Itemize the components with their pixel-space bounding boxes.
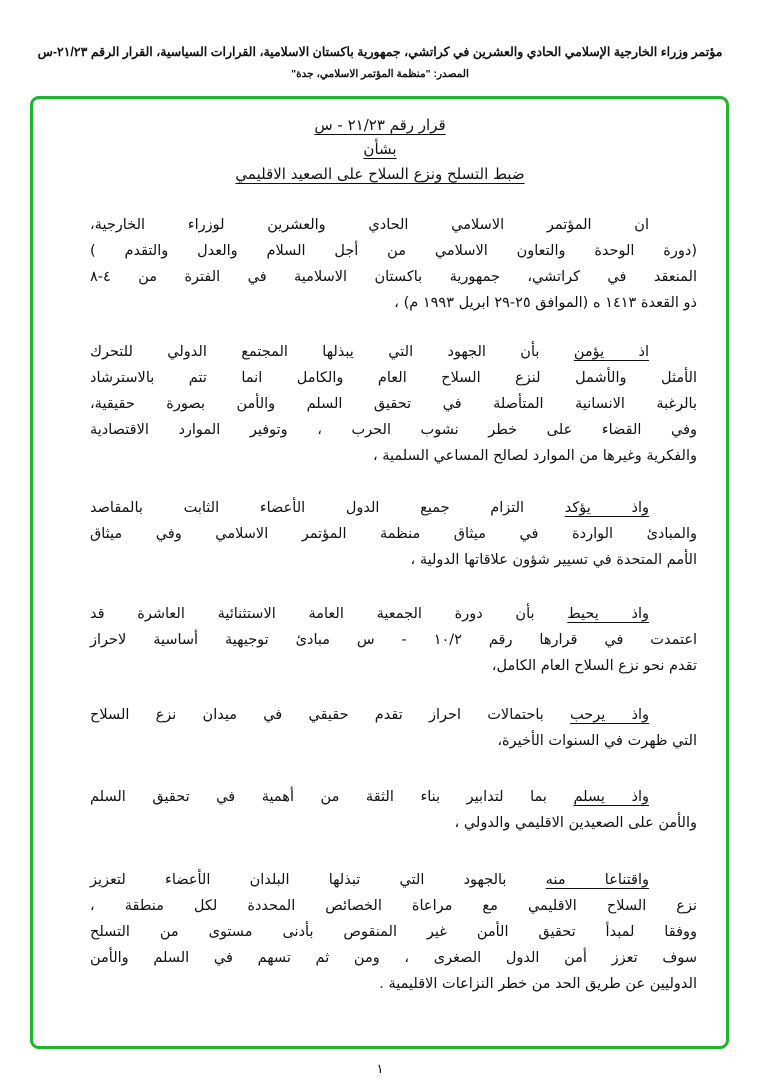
paragraph	[90, 339, 697, 469]
paragraph-line	[90, 521, 697, 547]
paragraph-line	[90, 627, 697, 653]
line-text: بالرغبة الانسانية المتأصلة في تحقيق السلم والأمن بصورة حقيقية،	[90, 396, 697, 412]
line-text: بأن دورة الجمعية العامة الاستثنائية العاشرة قد	[90, 606, 535, 622]
paragraph-line	[90, 264, 697, 290]
line-text: بأن الجهود التي يبذلها المجتمع الدولي للتحرك	[90, 344, 540, 360]
paragraph-line	[90, 919, 697, 945]
paragraph-line	[90, 212, 697, 238]
line-text: والمبادئ الواردة في ميثاق منظمة المؤتمر الاسلامي وفي ميثاق	[90, 526, 697, 542]
paragraph	[90, 495, 697, 573]
line-text: (دورة الوحدة والتعاون الاسلامي من أجل السلام والعدل والتقدم )	[90, 243, 697, 259]
line-text: والفكرية وغيرها من الموارد لصالح المساعي السلمية ،	[372, 448, 697, 464]
paragraph	[90, 867, 697, 997]
resolution-subject	[0, 165, 760, 183]
line-text: التي ظهرت في السنوات الأخيرة،	[497, 733, 697, 749]
document-source: المصدر: "منظمة المؤتمر الاسلامي، جدة"	[291, 68, 469, 80]
line-text: الأمثل والأشمل لنزع السلاح العام والكامل انما تتم بالاسترشاد	[90, 370, 697, 386]
line-text: بما لتدابير بناء الثقة من أهمية في تحقيق السلم	[90, 789, 547, 805]
paragraph-line	[90, 702, 697, 728]
paragraph-line	[90, 391, 697, 417]
paragraph-line	[90, 784, 697, 810]
line-text: نزع السلاح الاقليمي مع مراعاة الخصائص المحددة لكل منطقة ،	[90, 898, 697, 914]
paragraph-line	[90, 971, 697, 997]
line-text: المنعقد في كراتشي، جمهورية باكستان الاسلامية في الفترة من ٤-٨	[90, 269, 697, 285]
paragraph	[90, 702, 697, 754]
paragraph	[90, 212, 697, 316]
paragraph-line	[90, 945, 697, 971]
paragraph-line	[90, 893, 697, 919]
line-text: ان المؤتمر الاسلامي الحادي والعشرين لوزراء الخارجية،	[90, 217, 649, 233]
line-text: الدوليين عن طريق الحد من خطر النزاعات الاقليمية .	[379, 976, 697, 992]
paragraph-line	[90, 601, 697, 627]
paragraph-lead-phrase: واذ يؤكد	[564, 500, 650, 516]
paragraph-line	[90, 443, 697, 469]
paragraph-line	[90, 867, 697, 893]
line-text: سوف تعزز أمن الدول الصغرى ، ومن ثم تسهم في السلم والأمن	[90, 950, 697, 966]
paragraph-lead-phrase: واقتناعا منه	[545, 872, 650, 888]
line-text: تقدم نحو نزع السلاح العام الكامل،	[491, 658, 697, 674]
paragraph-line	[90, 290, 697, 316]
line-text: اعتمدت في قرارها رقم ١٠/٢ - س مبادئ توجيهية أساسية لاحراز	[90, 632, 698, 648]
subject-text: ضبط التسلح ونزع السلاح على الصعيد الاقليمي	[235, 165, 525, 183]
line-text: والأمن على الصعيدين الاقليمي والدولي ،	[454, 815, 697, 831]
resolution-number	[0, 116, 760, 134]
paragraph-lead-phrase: اذ يؤمن	[573, 344, 650, 360]
paragraph	[90, 601, 697, 679]
paragraph-line	[90, 810, 697, 836]
paragraph-line	[90, 238, 697, 264]
paragraph	[90, 784, 697, 836]
line-text: ذو القعدة ١٤١٣ ه (الموافق ٢٥-٢٩ ابريل ١٩٩٣ م) ،	[394, 295, 697, 311]
line-text: باحتمالات احراز تقدم حقيقي في ميدان نزع السلاح	[90, 707, 544, 723]
paragraph-lead-phrase: واذ يحيط	[567, 606, 649, 622]
paragraph-line	[90, 417, 697, 443]
line-text: بالجهود التي تبذلها البلدان الأعضاء لتعزيز	[90, 872, 507, 888]
paragraph-line	[90, 653, 697, 679]
line-text: التزام جميع الدول الأعضاء الثابت بالمقاصد	[90, 500, 525, 516]
paragraph-line	[90, 728, 697, 754]
paragraph-lead-phrase: واذ يرحب	[570, 707, 650, 723]
paragraph-lead-phrase: واذ يسلم	[573, 789, 649, 805]
page-number: ١	[376, 1062, 384, 1077]
resolution-number-text: قرار رقم ٢١/٢٣ - س	[314, 116, 446, 134]
regarding-text: بشأن	[363, 140, 397, 158]
paragraph-line	[90, 339, 697, 365]
paragraph-line	[90, 495, 697, 521]
document-header-title: مؤتمر وزراء الخارجية الإسلامي الحادي والعشرين في كراتشي، جمهورية باكستان الاسلامية، القرارات السياسية، القرار الرقم ٢١/٢٣-س	[37, 45, 723, 59]
line-text: الأمم المتحدة في تسيير شؤون علاقاتها الدولية ،	[410, 552, 697, 568]
regarding-heading	[0, 140, 760, 158]
line-text: ووفقا لمبدأ تحقيق الأمن غير المنقوص بأدنى مستوى من التسلح	[90, 924, 697, 940]
paragraph-line	[90, 365, 697, 391]
paragraph-line	[90, 547, 697, 573]
line-text: وفي القضاء على خطر نشوب الحرب ، وتوفير الموارد الاقتصادية	[90, 422, 697, 438]
